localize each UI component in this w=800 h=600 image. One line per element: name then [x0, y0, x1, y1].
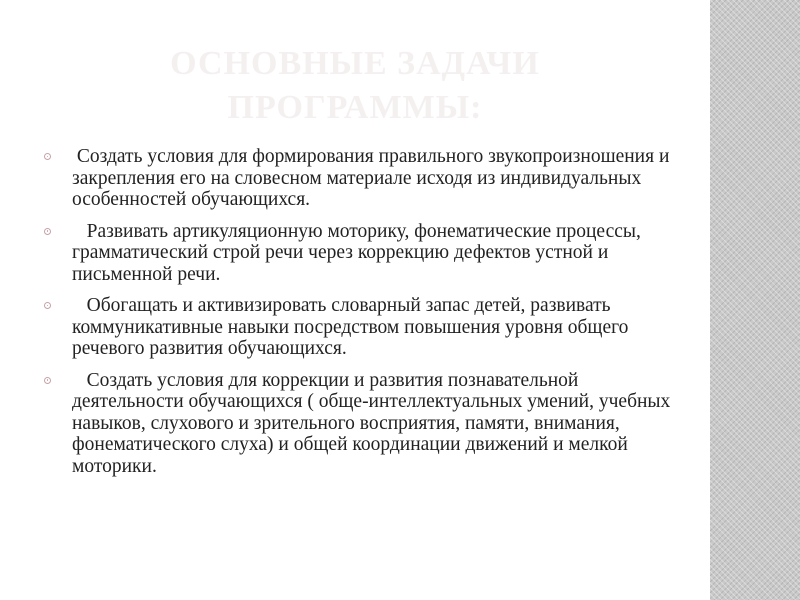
list-item-text: Создать условия для коррекции и развития познавательной деятельности обучающихся ( обще-интеллектуальных умений, учебных навыков, слухового и зрительного восприятия, памяти, внимания, фонематического слуха) и общей координации движений и мелкой моторики.: [72, 369, 676, 477]
circle-bullet-icon: [44, 153, 51, 160]
list-item: [44, 370, 694, 478]
decorative-side-strip: [710, 0, 800, 600]
circle-bullet-icon: [44, 228, 51, 235]
bullet-list: [44, 146, 694, 487]
list-item-text: Создать условия для формирования правильного звукопроизношения и закрепления его на словесном материале исходя из индивидуальных особенностей обучающихся.: [72, 146, 675, 210]
circle-bullet-icon: [44, 377, 51, 384]
list-item-text: Обогащать и активизировать словарный запас детей, развивать коммуникативные навыки посредством повышения уровня общего речевого развития обучающихся.: [72, 295, 634, 359]
list-item: [44, 295, 694, 360]
list-item-text: Развивать артикуляционную моторику, фонематические процессы, грамматический строй речи через коррекцию дефектов устной и письменной речи.: [72, 220, 646, 285]
slide-title: ОСНОВНЫЕ ЗАДАЧИ ПРОГРАММЫ:: [170, 45, 540, 126]
list-item: [44, 146, 694, 211]
list-item: [44, 221, 694, 286]
circle-bullet-icon: [44, 302, 51, 309]
